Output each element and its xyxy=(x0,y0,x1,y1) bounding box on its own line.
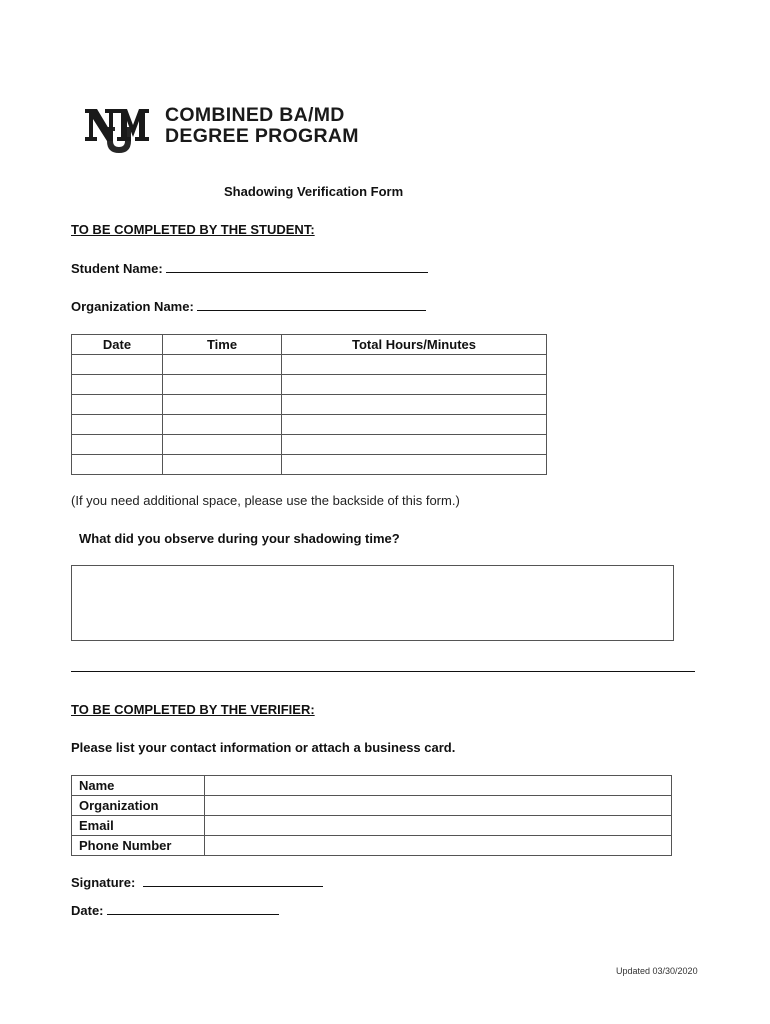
updated-date-footer: Updated 03/30/2020 xyxy=(616,966,698,976)
student-name-row xyxy=(71,260,428,276)
organization-name-row xyxy=(71,298,426,314)
table-row xyxy=(72,435,547,455)
program-logo xyxy=(83,103,383,153)
email-label: Email xyxy=(72,816,205,836)
table-header-row xyxy=(72,335,547,355)
date-cell[interactable] xyxy=(72,375,163,395)
time-cell[interactable] xyxy=(163,395,282,415)
name-value-cell[interactable] xyxy=(205,776,672,796)
time-cell[interactable] xyxy=(163,415,282,435)
verifier-section-heading: TO BE COMPLETED BY THE VERIFIER: xyxy=(71,702,315,717)
table-row xyxy=(72,455,547,475)
form-title: Shadowing Verification Form xyxy=(224,184,404,199)
shadowing-log-table xyxy=(71,334,547,475)
organization-name-field[interactable] xyxy=(197,298,426,311)
email-value-cell[interactable] xyxy=(205,816,672,836)
total-hours-column-header: Total Hours/Minutes xyxy=(282,335,547,355)
date-cell[interactable] xyxy=(72,435,163,455)
phone-number-value-cell[interactable] xyxy=(205,836,672,856)
organization-name-label: Organization Name: xyxy=(71,299,194,314)
time-cell[interactable] xyxy=(163,355,282,375)
signature-row xyxy=(71,874,323,890)
table-row xyxy=(72,355,547,375)
date-field[interactable] xyxy=(107,902,279,915)
hours-cell[interactable] xyxy=(282,395,547,415)
table-row xyxy=(72,415,547,435)
table-row xyxy=(72,796,672,816)
time-cell[interactable] xyxy=(163,455,282,475)
name-label: Name xyxy=(72,776,205,796)
date-cell[interactable] xyxy=(72,395,163,415)
student-name-label: Student Name: xyxy=(71,261,163,276)
hours-cell[interactable] xyxy=(282,415,547,435)
time-cell[interactable] xyxy=(163,435,282,455)
date-row xyxy=(71,902,279,918)
table-row xyxy=(72,816,672,836)
table-row xyxy=(72,836,672,856)
organization-label: Organization xyxy=(72,796,205,816)
contact-info-table xyxy=(71,775,672,856)
table-row xyxy=(72,375,547,395)
organization-value-cell[interactable] xyxy=(205,796,672,816)
signature-field[interactable] xyxy=(143,874,323,887)
table-row xyxy=(72,395,547,415)
date-label: Date: xyxy=(71,903,104,918)
table-row xyxy=(72,776,672,796)
time-cell[interactable] xyxy=(163,375,282,395)
signature-label: Signature: xyxy=(71,875,136,890)
time-column-header: Time xyxy=(163,335,282,355)
student-section-heading: TO BE COMPLETED BY THE STUDENT: xyxy=(71,222,315,237)
logo-wordmark xyxy=(165,105,359,147)
date-column-header: Date xyxy=(72,335,163,355)
section-divider xyxy=(71,671,695,672)
student-name-field[interactable] xyxy=(166,260,428,273)
phone-number-label: Phone Number xyxy=(72,836,205,856)
verifier-instruction: Please list your contact information or attach a business card. xyxy=(71,740,456,755)
date-cell[interactable] xyxy=(72,355,163,375)
hours-cell[interactable] xyxy=(282,435,547,455)
date-cell[interactable] xyxy=(72,455,163,475)
logo-line-1: COMBINED BA/MD xyxy=(165,104,345,126)
additional-space-note: (If you need additional space, please use the backside of this form.) xyxy=(71,493,460,508)
logo-line-2: DEGREE PROGRAM xyxy=(165,125,359,147)
unm-monogram-logo xyxy=(83,103,155,153)
date-cell[interactable] xyxy=(72,415,163,435)
hours-cell[interactable] xyxy=(282,355,547,375)
hours-cell[interactable] xyxy=(282,455,547,475)
observation-question: What did you observe during your shadowing time? xyxy=(79,531,400,546)
hours-cell[interactable] xyxy=(282,375,547,395)
observation-textbox[interactable] xyxy=(71,565,674,641)
